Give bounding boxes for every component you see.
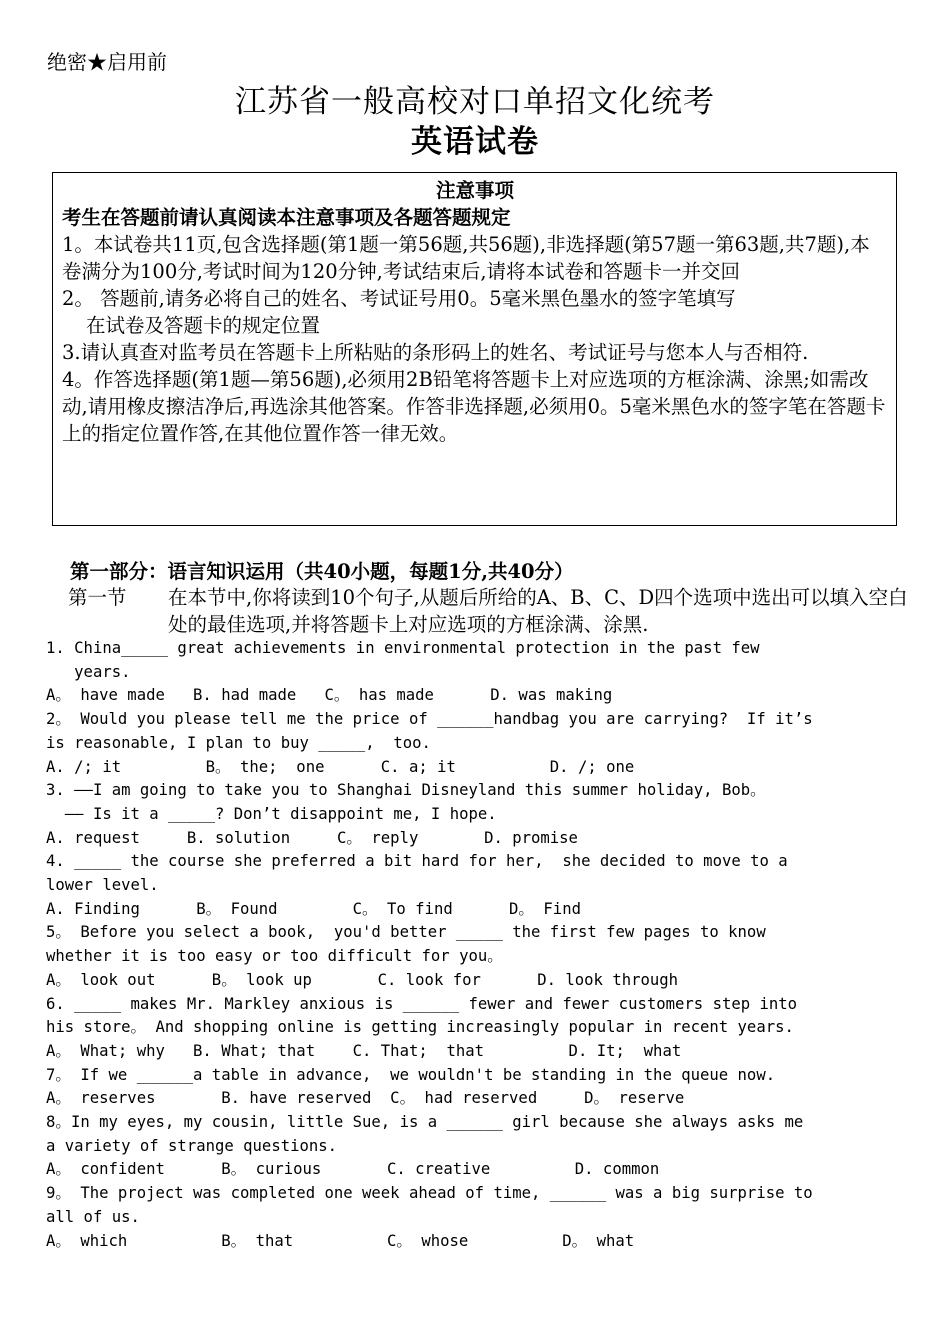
question-line: is reasonable, I plan to buy _____, too. — [46, 733, 431, 752]
confidential-label: 绝密★启用前 — [47, 50, 167, 74]
question-line: 2。 Would you please tell me the price of ______handbag you are carrying? If it’s — [46, 710, 813, 729]
question-line: A。 reserves B. have reserved C。 had reserved D。 reserve — [46, 1089, 685, 1108]
question-line: 4. _____ the course she preferred a bit hard for her, she decided to move to a — [46, 852, 788, 871]
notice-heading: 注意事项 — [435, 179, 514, 202]
question-line: A。 which B。 that C。 whose D。 what — [46, 1231, 635, 1250]
question-line: 1. China_____ great achievements in environmental protection in the past few — [46, 639, 760, 657]
section-text: 在本节中,你将读到10个句子,从题后所给的A、B、C、D四个选项中选出可以填入空白处的最佳选项,并将答题卡上对应选项的方框涂满、涂黑. — [168, 586, 908, 636]
question-line: A。 have made B. had made C。 has made D. was making — [46, 686, 613, 705]
question-line: A. Finding B。 Found C。 To find D。 Find — [46, 899, 581, 918]
question-line: A. /; it B。 the; one C. a; it D. /; one — [46, 757, 635, 776]
notice-item-2-cont: 在试卷及答题卡的规定位置 — [86, 314, 321, 337]
question-line: all of us. — [46, 1207, 140, 1226]
question-line: 7。 If we ______a table in advance, we wouldn't be standing in the queue now. — [46, 1065, 776, 1084]
exam-subtitle: 英语试卷 — [411, 124, 539, 160]
notice-item-3: 3.请认真查对监考员在答题卡上所粘贴的条形码上的姓名、考试证号与您本人与否相符. — [62, 341, 809, 364]
question-line: 9。 The project was completed one week ahead of time, ______ was a big surprise to — [46, 1184, 813, 1203]
question-line: a variety of strange questions. — [46, 1136, 338, 1155]
section-intro — [68, 584, 908, 636]
notice-item-4: 4。作答选择题(第1题—第56题),必须用2B铅笔将答题卡上对应选项的方框涂满、涂黑;如需改动,请用橡皮擦洁净后,再选涂其他答案。作答非选择题,必须用0。5毫米黑色水的签字笔在答题卡上的指定位置作答,在其他位置作答一律无效。 — [62, 368, 886, 445]
question-line: lower level. — [46, 876, 159, 894]
question-line: whether it is too easy or too difficult for you。 — [46, 947, 503, 966]
question-line: A。 look out B。 look up C. look for D. look through — [46, 970, 679, 989]
notice-item-1: 1。本试卷共11页,包含选择题(第1题一第56题,共56题),非选择题(第57题一第63题,共7题),本卷满分为100分,考试时间为120分钟,考试结束后,请将本试卷和答题卡一并交回 — [62, 233, 870, 283]
part-title: 第一部分：语言知识运用（共40小题，每题1分,共40分） — [70, 560, 574, 583]
question-line: 8。In my eyes, my cousin, little Sue, is a ______ girl because she always asks me — [46, 1113, 804, 1131]
notice-item-2: 2。 答题前,请务必将自己的姓名、考试证号用0。5毫米黑色墨水的签字笔填写 — [62, 287, 736, 310]
notice-box — [52, 172, 897, 526]
notice-subheading: 考生在答题前请认真阅读本注意事项及各题答题规定 — [62, 206, 511, 229]
question-line: years. — [46, 662, 131, 681]
question-line: 6. _____ makes Mr. Markley anxious is ______ fewer and fewer customers step into — [46, 994, 798, 1013]
question-line: —— Is it a _____? Don’t disappoint me, I hope. — [46, 804, 497, 823]
question-line: A. request B. solution C。 reply D. promise — [46, 828, 578, 847]
section-label: 第一节 — [68, 586, 127, 609]
question-line: 3. ——I am going to take you to Shanghai Disneyland this summer holiday, Bob。 — [46, 781, 766, 800]
question-line: A。 confident B。 curious C. creative D. common — [46, 1160, 660, 1179]
question-line: A。 What; why B. What; that C. That; that D. It; what — [46, 1041, 682, 1060]
exam-title: 江苏省一般高校对口单招文化统考 — [235, 84, 715, 120]
question-line: 5。 Before you select a book, you'd better _____ the first few pages to know — [46, 923, 766, 942]
question-line: his store。 And shopping online is getting increasingly popular in recent years. — [46, 1018, 794, 1037]
